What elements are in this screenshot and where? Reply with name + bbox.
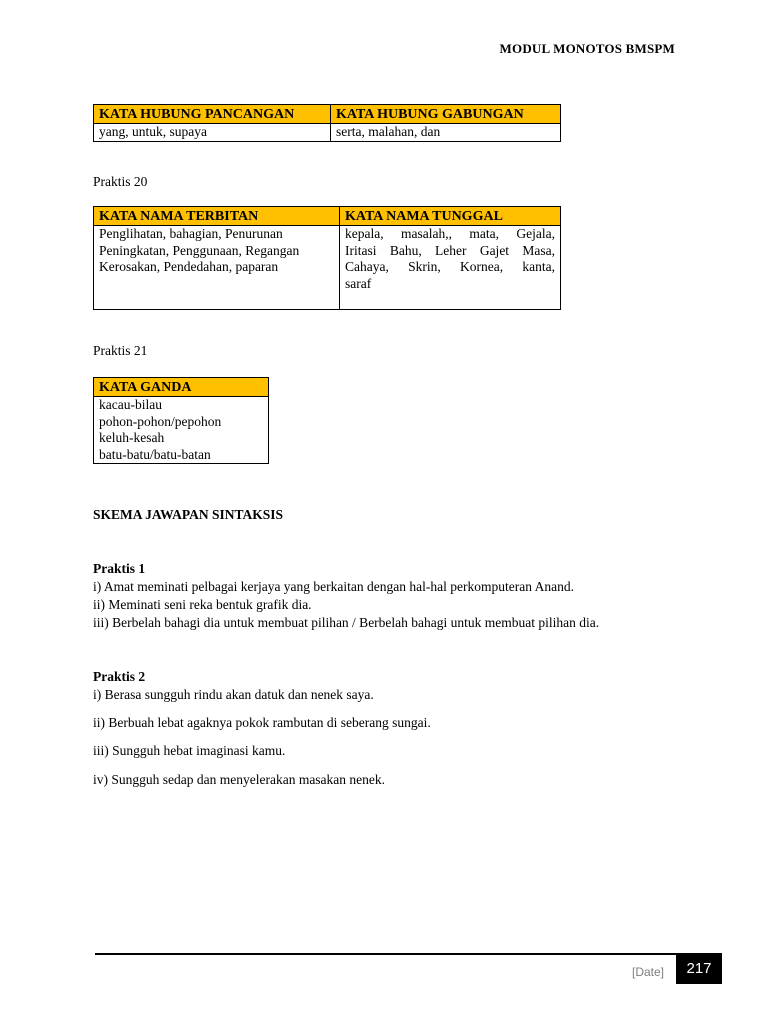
terbitan-line: Penglihatan, bahagian, Penurunan bbox=[99, 226, 283, 241]
praktis-2-item: iii) Sungguh hebat imaginasi kamu. bbox=[93, 743, 286, 758]
praktis-2-item: iv) Sungguh sedap dan menyelerakan masakan nenek. bbox=[93, 772, 386, 787]
kata-nama-tunggal-cell bbox=[340, 226, 561, 310]
terbitan-line: Peningkatan, Penggunaan, Regangan bbox=[99, 242, 300, 258]
terbitan-line: Kerosakan, Pendedahan, paparan bbox=[99, 259, 279, 274]
kata-hubung-pancangan-header: KATA HUBUNG PANCANGAN bbox=[94, 105, 331, 124]
kata-nama-tunggal-header: KATA NAMA TUNGGAL bbox=[340, 207, 561, 226]
running-header: MODUL MONOTOS BMSPM bbox=[499, 41, 675, 56]
praktis-2-item: ii) Berbuah lebat agaknya pokok rambutan di seberang sungai. bbox=[93, 715, 431, 730]
praktis-2-title: Praktis 2 bbox=[93, 669, 146, 684]
kata-hubung-gabungan-header: KATA HUBUNG GABUNGAN bbox=[331, 105, 561, 124]
praktis-2-item: i) Berasa sungguh rindu akan datuk dan nenek saya. bbox=[93, 687, 374, 702]
praktis-1-item: ii) Meminati seni reka bentuk grafik dia. bbox=[93, 597, 312, 612]
praktis-21-label: Praktis 21 bbox=[93, 343, 148, 358]
kata-ganda-table bbox=[93, 377, 269, 464]
kata-hubung-gabungan-cell: serta, malahan, dan bbox=[331, 124, 561, 142]
praktis-1-item: i) Amat meminati pelbagai kerjaya yang berkaitan dengan hal-hal perkomputeran Anand. bbox=[93, 579, 574, 594]
kata-ganda-header: KATA GANDA bbox=[94, 378, 269, 397]
footer-date: [Date] bbox=[631, 965, 664, 979]
praktis-1-title: Praktis 1 bbox=[93, 561, 146, 576]
skema-title: SKEMA JAWAPAN SINTAKSIS bbox=[93, 507, 284, 522]
footer-rule bbox=[95, 953, 722, 955]
kata-hubung-table bbox=[93, 104, 561, 142]
praktis-1-item: iii) Berbelah bahagi dia untuk membuat pilihan / Berbelah bahagi untuk membuat pilihan dia. bbox=[93, 615, 600, 630]
tunggal-line: saraf bbox=[345, 275, 372, 291]
kata-ganda-item: pohon-pohon/pepohon bbox=[99, 413, 222, 429]
kata-ganda-item: keluh-kesah bbox=[99, 430, 165, 445]
page-number: 217 bbox=[676, 954, 722, 984]
kata-ganda-cell bbox=[94, 397, 269, 464]
tunggal-line: Iritasi Bahu, Leher Gajet Masa, bbox=[345, 242, 555, 258]
praktis-20-label: Praktis 20 bbox=[93, 174, 148, 189]
tunggal-line: kepala, masalah,, mata, Gejala, bbox=[345, 226, 555, 241]
kata-nama-table bbox=[93, 206, 561, 310]
tunggal-line: Cahaya, Skrin, Kornea, kanta, bbox=[345, 259, 555, 274]
kata-nama-terbitan-header: KATA NAMA TERBITAN bbox=[94, 207, 340, 226]
kata-nama-terbitan-cell bbox=[94, 226, 340, 310]
kata-ganda-item: batu-batu/batu-batan bbox=[99, 446, 211, 462]
kata-ganda-item: kacau-bilau bbox=[99, 397, 162, 412]
kata-hubung-pancangan-cell: yang, untuk, supaya bbox=[94, 124, 331, 142]
